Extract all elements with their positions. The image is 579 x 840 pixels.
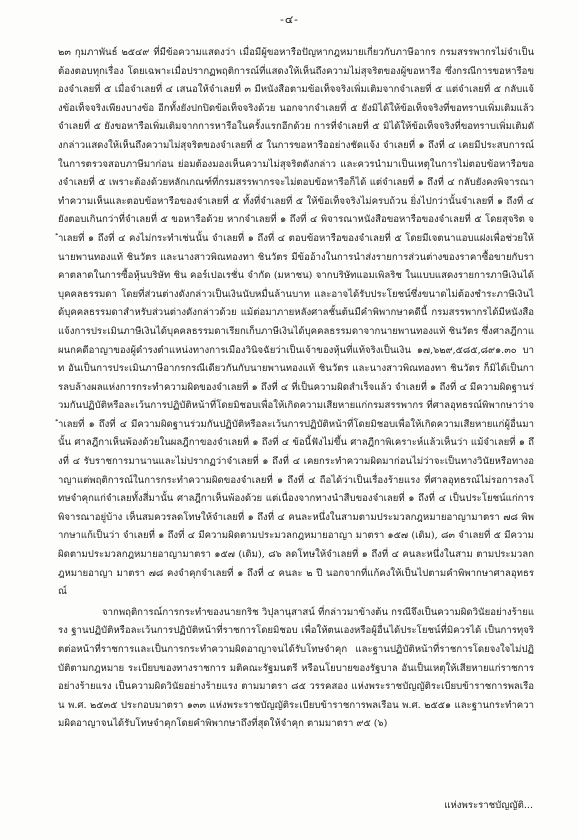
page-number: -๔- (280, 13, 299, 26)
paragraph-court-ruling: ๒๓ กุมภาพันธ์ ๒๕๔๙ ที่มีข้อความแสดงว่า เมื่อมีผู้ขอหารือปัญหากฎหมายเกี่ยวกับภาษีอากร กรมสรรพากรไม่จำเป็นต้องตอบทุกเรื่อง โดยเฉพาะเมื่อปรากฏพฤติการณ์ที่แสดงให้เห็นถึงความไม่สุจริตของผู้ขอหารือ ซึ่งกรณีการขอหารือของจำเลยที่ ๕ เมื่อจำเลยที่ ๔ เสนอให้จำเลยที่ ๓ มีหนังสือตามข้อเท็จจริงเพิ่มเติมจากจำเลยที่ ๕ แต่จำเลยที่ ๕ กลับแจ้งข้อเท็จจริงเพียงบางข้อ อีกทั้งยังปกปิดข้อเท็จจริงด้วย นอกจากจำเลยที่ ๕ ยังมิได้ให้ข้อเท็จจริงที่ขอทราบเพิ่มเติมแล้ว จำเลยที่ ๕ ยังขอหารือเพิ่มเติมจากการหารือในครั้งแรกอีกด้วย การที่จำเลยที่ ๕ มิได้ให้ข้อเท็จจริงที่ขอทราบเพิ่มเติมดังกล่าวแสดงให้เห็นถึงความไม่สุจริตของจำเลยที่ ๕ ในการขอหารืออย่างชัดแจ้ง จำเลยที่ ๑ ถึงที่ ๔ เคยมีประสบการณ์ในการตรวจสอบภาษีมาก่อน ย่อมต้องมองเห็นความไม่สุจริตดังกล่าว และควรนำมาเป็นเหตุในการไม่ตอบข้อหารือของจำเลยที่ ๕ เพราะต้องด้วยหลักเกณฑ์ที่กรมสรรพากรจะไม่ตอบข้อหารือก็ได้ แต่จำเลยที่ ๑ ถึงที่ ๔ กลับยังคงพิจารณาทำความเห็นและตอบข้อหารือของจำเลยที่ ๕ ทั้งที่จำเลยที่ ๕ ให้ข้อเท็จจริงไม่ครบถ้วน ยิ่งไปกว่านั้นจำเลยที่ ๑ ถึงที่ ๔ ยังตอบเกินกว่าที่จำเลยที่ ๕ ขอหารือด้วย หากจำเลยที่ ๑ ถึงที่ ๔ พิจารณาหนังสือขอหารือของจำเลยที่ ๕ โดยสุจริต จำเลยที่ ๑ ถึงที่ ๔ คงไม่กระทำเช่นนั้น จำเลยที่ ๑ ถึงที่ ๔ ตอบข้อหารือของจำเลยที่ ๕ โดยมีเจตนาแอบแฝงเพื่อช่วยให้นายพานทองแท้ ชินวัตร และนางสาวพิณทองทา ชินวัตร มีข้ออ้างในการนำส่งรายการส่วนต่างของราคาซื้อขายกับราคาตลาดในการซื้อหุ้นบริษัท ชิน คอร์เปอเรชั่น จำกัด (มหาชน) จากบริษัทแอมเพิลริช ในแบบแสดงรายการภาษีเงินได้บุคคลธรรมดา โดยที่ส่วนต่างดังกล่าวเป็นเงินนับหมื่นล้านบาท และอาจได้รับประโยชน์ซึ่งขนาดไม่ต้องชำระภาษีเงินได้บุคคลธรรมดาสำหรับส่วนต่างดังกล่าวด้วย แม้ต่อมาภายหลังศาลชั้นต้นมีคำพิพากษาคดีนี้ กรมสรรพากรได้มีหนังสือแจ้งการประเมินภาษีเงินได้บุคคลธรรมดาเรียกเก็บภาษีเงินได้บุคคลธรรมดาจากนายพานทองแท้ ชินวัตร ซึ่งศาลฎีกาแผนกคดีอาญาของผู้ดำรงตำแหน่งทางการเมืองวินิจฉัยว่าเป็นเจ้าของหุ้นที่แท้จริงเป็นเงิน ๑๗,๖๒๙,๕๘๕,๘๙๑.๓๐ บาท อันเป็นการประเมินภาษีอากรกรณีเดียวกันกับนายพานทองแท้ ชินวัตร และนางสาวพิณทองทา ชินวัตร ก็มิได้เป็นการลบล้างผลแห่งการกระทำความผิดของจำเลยที่ ๑ ถึงที่ ๔ ที่เป็นความผิดสำเร็จแล้ว จำเลยที่ ๑ ถึงที่ ๔ มีความผิดฐานร่วมกันปฏิบัติหรือละเว้นการปฏิบัติหน้าที่โดยมิชอบเพื่อให้เกิดความเสียหายแก่กรมสรรพากร ที่ศาลอุทธรณ์พิพากษาว่าจำเลยที่ ๑ ถึงที่ ๔ มีความผิดฐานร่วมกันปฏิบัติหรือละเว้นการปฏิบัติหน้าที่โดยมิชอบเพื่อให้เกิดความเสียหายแก่ผู้อื่นมานั้น ศาลฎีกาเห็นพ้องด้วยในผลฎีกาของจำเลยที่ ๑ ถึงที่ ๔ ข้อนี้ฟังไม่ขึ้น ศาลฎีกาพิเคราะห์แล้วเห็นว่า แม้จำเลยที่ ๑ ถึงที่ ๔ รับราชการมานานและไม่ปรากฏว่าจำเลยที่ ๑ ถึงที่ ๔ เคยกระทำความผิดมาก่อนไม่ว่าจะเป็นทางวินัยหรือทางอาญาแต่พฤติการณ์ในการกระทำความผิดของจำเลยที่ ๑ ถึงที่ ๔ ถือได้ว่าเป็นเรื่องร้ายแรง ที่ศาลอุทธรณ์ไม่รอการลงโทษจำคุกแก่จำเลยทั้งสี่มานั้น ศาลฎีกาเห็นพ้องด้วย แต่เนื่องจากทางนำสืบของจำเลยที่ ๑ ถึงที่ ๔ เป็นประโยชน์แก่การพิจารณาอยู่บ้าง เห็นสมควรลดโทษให้จำเลยที่ ๑ ถึงที่ ๔ คนละหนึ่งในสามตามประมวลกฎหมายอาญามาตรา ๗๘ พิพากษาแก้เป็นว่า จำเลยที่ ๑ ถึงที่ ๔ มีความผิดตามประมวลกฎหมายอาญา มาตรา ๑๕๗ (เดิม), ๘๓ จำเลยที่ ๕ มีความผิดตามประมวลกฎหมายอาญามาตรา ๑๕๗ (เดิม), ๘๖ ลดโทษให้จำเลยที่ ๑ ถึงที่ ๔ คนละหนึ่งในสาม ตามประมวลกฎหมายอาญา มาตรา ๗๘ คงจำคุกจำเลยที่ ๑ ถึงที่ ๔ คนละ ๒ ปี นอกจากที่แก้คงให้เป็นไปตามคำพิพากษาศาลอุทธรณ์ (58, 47, 534, 598)
page-continuation-text: แห่งพระราชบัญญัติ... (444, 800, 533, 811)
paragraph-disciplinary-finding: จากพฤติการณ์การกระทำของนายกริช วิปุลานุสาสน์ ที่กล่าวมาข้างต้น กรณีจึงเป็นความผิดวินัยอย่างร้ายแรง ฐานปฏิบัติหรือละเว้นการปฏิบัติหน้าที่ราชการโดยมิชอบ เพื่อให้ตนเองหรือผู้อื่นได้ประโยชน์ที่มิควรได้ เป็นการทุจริตต่อหน้าที่ราชการและเป็นการกระทำความผิดอาญาจนได้รับโทษจำคุก และฐานปฏิบัติหน้าที่ราชการโดยจงใจไม่ปฏิบัติตามกฎหมาย ระเบียบของทางราชการ มติคณะรัฐมนตรี หรือนโยบายของรัฐบาล อันเป็นเหตุให้เสียหายแก่ราชการอย่างร้ายแรง เป็นความผิดวินัยอย่างร้ายแรง ตามมาตรา ๘๕ วรรคสอง แห่งพระราชบัญญัติระเบียบข้าราชการพลเรือน พ.ศ. ๒๕๓๕ ประกอบมาตรา ๑๓๓ แห่งพระราชบัญญัติระเบียบข้าราชการพลเรือน พ.ศ. ๒๕๕๑ และฐานกระทำความผิดอาญาจนได้รับโทษจำคุกโดยคำพิพากษาถึงที่สุดให้จำคุก ตามมาตรา ๙๕ (๖) (58, 606, 534, 730)
document-body (58, 44, 534, 734)
